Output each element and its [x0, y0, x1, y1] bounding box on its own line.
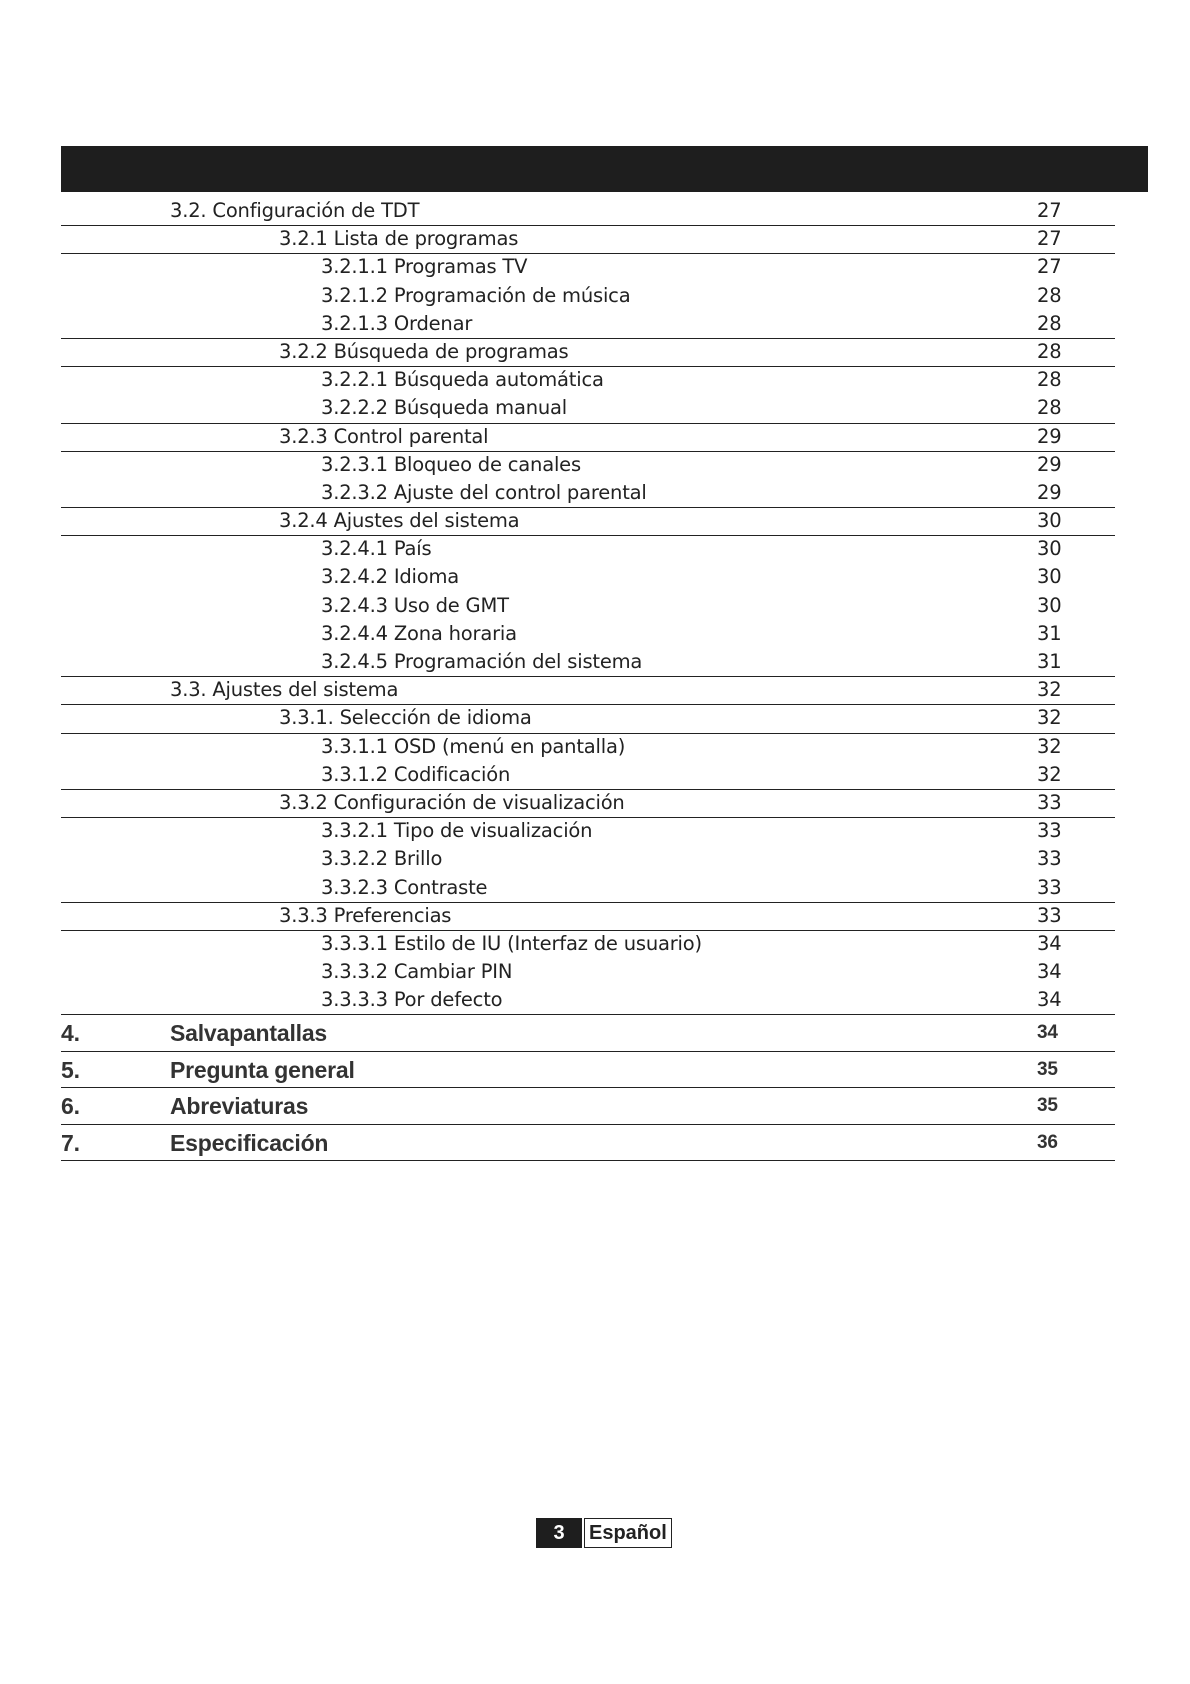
toc-entry[interactable] — [61, 959, 1115, 987]
header-bar — [61, 146, 1148, 192]
page-number: 3 — [536, 1518, 582, 1548]
toc-entry-label: 3.2.4.5 Programación del sistema — [321, 650, 643, 673]
toc-entry-label: 3.3.3 Preferencias — [279, 903, 452, 927]
toc-entry[interactable] — [61, 677, 1115, 705]
toc-entry[interactable] — [61, 649, 1115, 677]
toc-entry-label: 3.2.1.1 Programas TV — [321, 255, 528, 279]
toc-entry[interactable] — [61, 593, 1115, 621]
toc-entry-page: 34 — [1037, 960, 1062, 984]
toc-entry[interactable] — [61, 705, 1115, 733]
toc-entry-page: 31 — [1037, 621, 1062, 645]
toc-entry-label: 3.3.3.1 Estilo de IU (Interfaz de usuario) — [321, 931, 702, 955]
toc-entry-page: 27 — [1037, 227, 1062, 251]
toc-entry[interactable] — [61, 452, 1115, 480]
toc-chapter-label: Salvapantallas — [170, 1020, 328, 1047]
toc-entry-page: 33 — [1037, 790, 1062, 814]
toc-entry[interactable] — [61, 987, 1115, 1015]
toc-entry-page: 31 — [1037, 650, 1062, 673]
toc-chapter-page: 34 — [1037, 1022, 1058, 1044]
toc-entry-page: 29 — [1037, 452, 1062, 476]
toc-entry-label: 3.3.2.1 Tipo de visualización — [321, 819, 593, 843]
toc-entry-page: 34 — [1037, 988, 1062, 1012]
toc-entry-page: 27 — [1037, 199, 1062, 222]
toc-entry-page: 32 — [1037, 762, 1062, 786]
toc-entry-page: 30 — [1037, 537, 1062, 561]
language-label: Español — [584, 1518, 672, 1548]
toc-entry-label: 3.2.1.2 Programación de música — [321, 283, 631, 307]
toc-chapter-number: 7. — [61, 1129, 80, 1156]
toc-entry-label: 3.3.2.3 Contraste — [321, 875, 488, 899]
toc-entry-page: 33 — [1037, 875, 1062, 899]
toc-entry-page: 28 — [1037, 283, 1062, 307]
toc-entry-label: 3.3.2.2 Brillo — [321, 847, 443, 871]
toc-chapter[interactable] — [61, 1088, 1115, 1125]
toc-entry[interactable] — [61, 790, 1115, 818]
toc-entry-label: 3.3.1. Selección de idioma — [279, 706, 532, 730]
toc-chapter[interactable] — [61, 1052, 1115, 1089]
toc-entry-label: 3.2.3.1 Bloqueo de canales — [321, 452, 581, 476]
toc-entry-label: 3.2.4 Ajustes del sistema — [279, 509, 520, 533]
toc-entry[interactable] — [61, 536, 1115, 564]
toc-entry[interactable] — [61, 931, 1115, 959]
toc-entry-page: 30 — [1037, 565, 1062, 589]
toc-chapter-label: Pregunta general — [170, 1056, 355, 1083]
toc-entry-label: 3.3.1.1 OSD (menú en pantalla) — [321, 734, 626, 758]
toc-entry-page: 29 — [1037, 480, 1062, 504]
page-footer — [536, 1518, 672, 1548]
toc-entry-label: 3.2.2 Búsqueda de programas — [279, 339, 569, 363]
toc-chapter-page: 35 — [1037, 1058, 1058, 1080]
toc-chapter[interactable] — [61, 1125, 1115, 1162]
toc-entry-label: 3.2.3.2 Ajuste del control parental — [321, 480, 647, 504]
toc-chapter-label: Especificación — [170, 1129, 329, 1156]
toc-entry-page: 32 — [1037, 706, 1062, 730]
toc-entry-label: 3.3. Ajustes del sistema — [170, 678, 399, 702]
toc-entry[interactable] — [61, 424, 1115, 452]
toc-entry-label: 3.2.1.3 Ordenar — [321, 311, 473, 335]
toc-entry[interactable] — [61, 480, 1115, 508]
toc-entry-page: 30 — [1037, 509, 1062, 533]
toc-chapter-label: Abreviaturas — [170, 1093, 309, 1120]
toc-entry-page: 33 — [1037, 903, 1062, 927]
toc-entry-label: 3.3.3.3 Por defecto — [321, 988, 503, 1012]
toc-entry-label: 3.3.3.2 Cambiar PIN — [321, 960, 513, 984]
toc-entry[interactable] — [61, 875, 1115, 903]
toc-entry-label: 3.2.4.2 Idioma — [321, 565, 460, 589]
toc-entry[interactable] — [61, 762, 1115, 790]
toc-entry-label: 3.2. Configuración de TDT — [170, 199, 420, 222]
toc-entry-page: 28 — [1037, 339, 1062, 363]
toc-entry[interactable] — [61, 734, 1115, 762]
toc-entry[interactable] — [61, 283, 1115, 311]
toc-entry[interactable] — [61, 903, 1115, 931]
toc-entry[interactable] — [61, 621, 1115, 649]
toc-entry-page: 33 — [1037, 819, 1062, 843]
toc-entry-label: 3.2.2.1 Búsqueda automática — [321, 368, 604, 392]
toc-entry-page: 32 — [1037, 734, 1062, 758]
toc-entry[interactable] — [61, 226, 1115, 254]
toc-chapter-page: 36 — [1037, 1131, 1058, 1153]
toc-entry-page: 29 — [1037, 424, 1062, 448]
toc-entry-page: 32 — [1037, 678, 1062, 702]
table-of-contents — [61, 198, 1115, 1161]
toc-entry-label: 3.2.1 Lista de programas — [279, 227, 519, 251]
toc-chapter[interactable] — [61, 1015, 1115, 1052]
toc-entry-label: 3.2.4.3 Uso de GMT — [321, 593, 509, 617]
toc-entry-label: 3.3.1.2 Codificación — [321, 762, 511, 786]
toc-entry[interactable] — [61, 818, 1115, 846]
toc-entry[interactable] — [61, 254, 1115, 282]
toc-chapter-number: 6. — [61, 1093, 80, 1120]
toc-entry-label: 3.2.4.4 Zona horaria — [321, 621, 517, 645]
toc-entry[interactable] — [61, 564, 1115, 592]
toc-entry[interactable] — [61, 311, 1115, 339]
toc-chapter-number: 4. — [61, 1020, 80, 1047]
toc-entry-label: 3.2.2.2 Búsqueda manual — [321, 396, 568, 420]
toc-chapter-number: 5. — [61, 1056, 80, 1083]
toc-entry-page: 33 — [1037, 847, 1062, 871]
toc-entry-page: 27 — [1037, 255, 1062, 279]
toc-entry[interactable] — [61, 846, 1115, 874]
toc-entry-page: 28 — [1037, 396, 1062, 420]
toc-entry[interactable] — [61, 508, 1115, 536]
toc-entry-label: 3.3.2 Configuración de visualización — [279, 790, 625, 814]
toc-entry[interactable] — [61, 339, 1115, 367]
toc-entry-page: 28 — [1037, 311, 1062, 335]
toc-entry[interactable] — [61, 367, 1115, 395]
toc-chapter-page: 35 — [1037, 1095, 1058, 1117]
toc-entry-label: 3.2.3 Control parental — [279, 424, 489, 448]
toc-entry-page: 30 — [1037, 593, 1062, 617]
toc-entry-page: 34 — [1037, 931, 1062, 955]
toc-entry[interactable] — [61, 198, 1115, 226]
toc-entry[interactable] — [61, 395, 1115, 423]
toc-entry-page: 28 — [1037, 368, 1062, 392]
toc-entry-label: 3.2.4.1 País — [321, 537, 432, 561]
